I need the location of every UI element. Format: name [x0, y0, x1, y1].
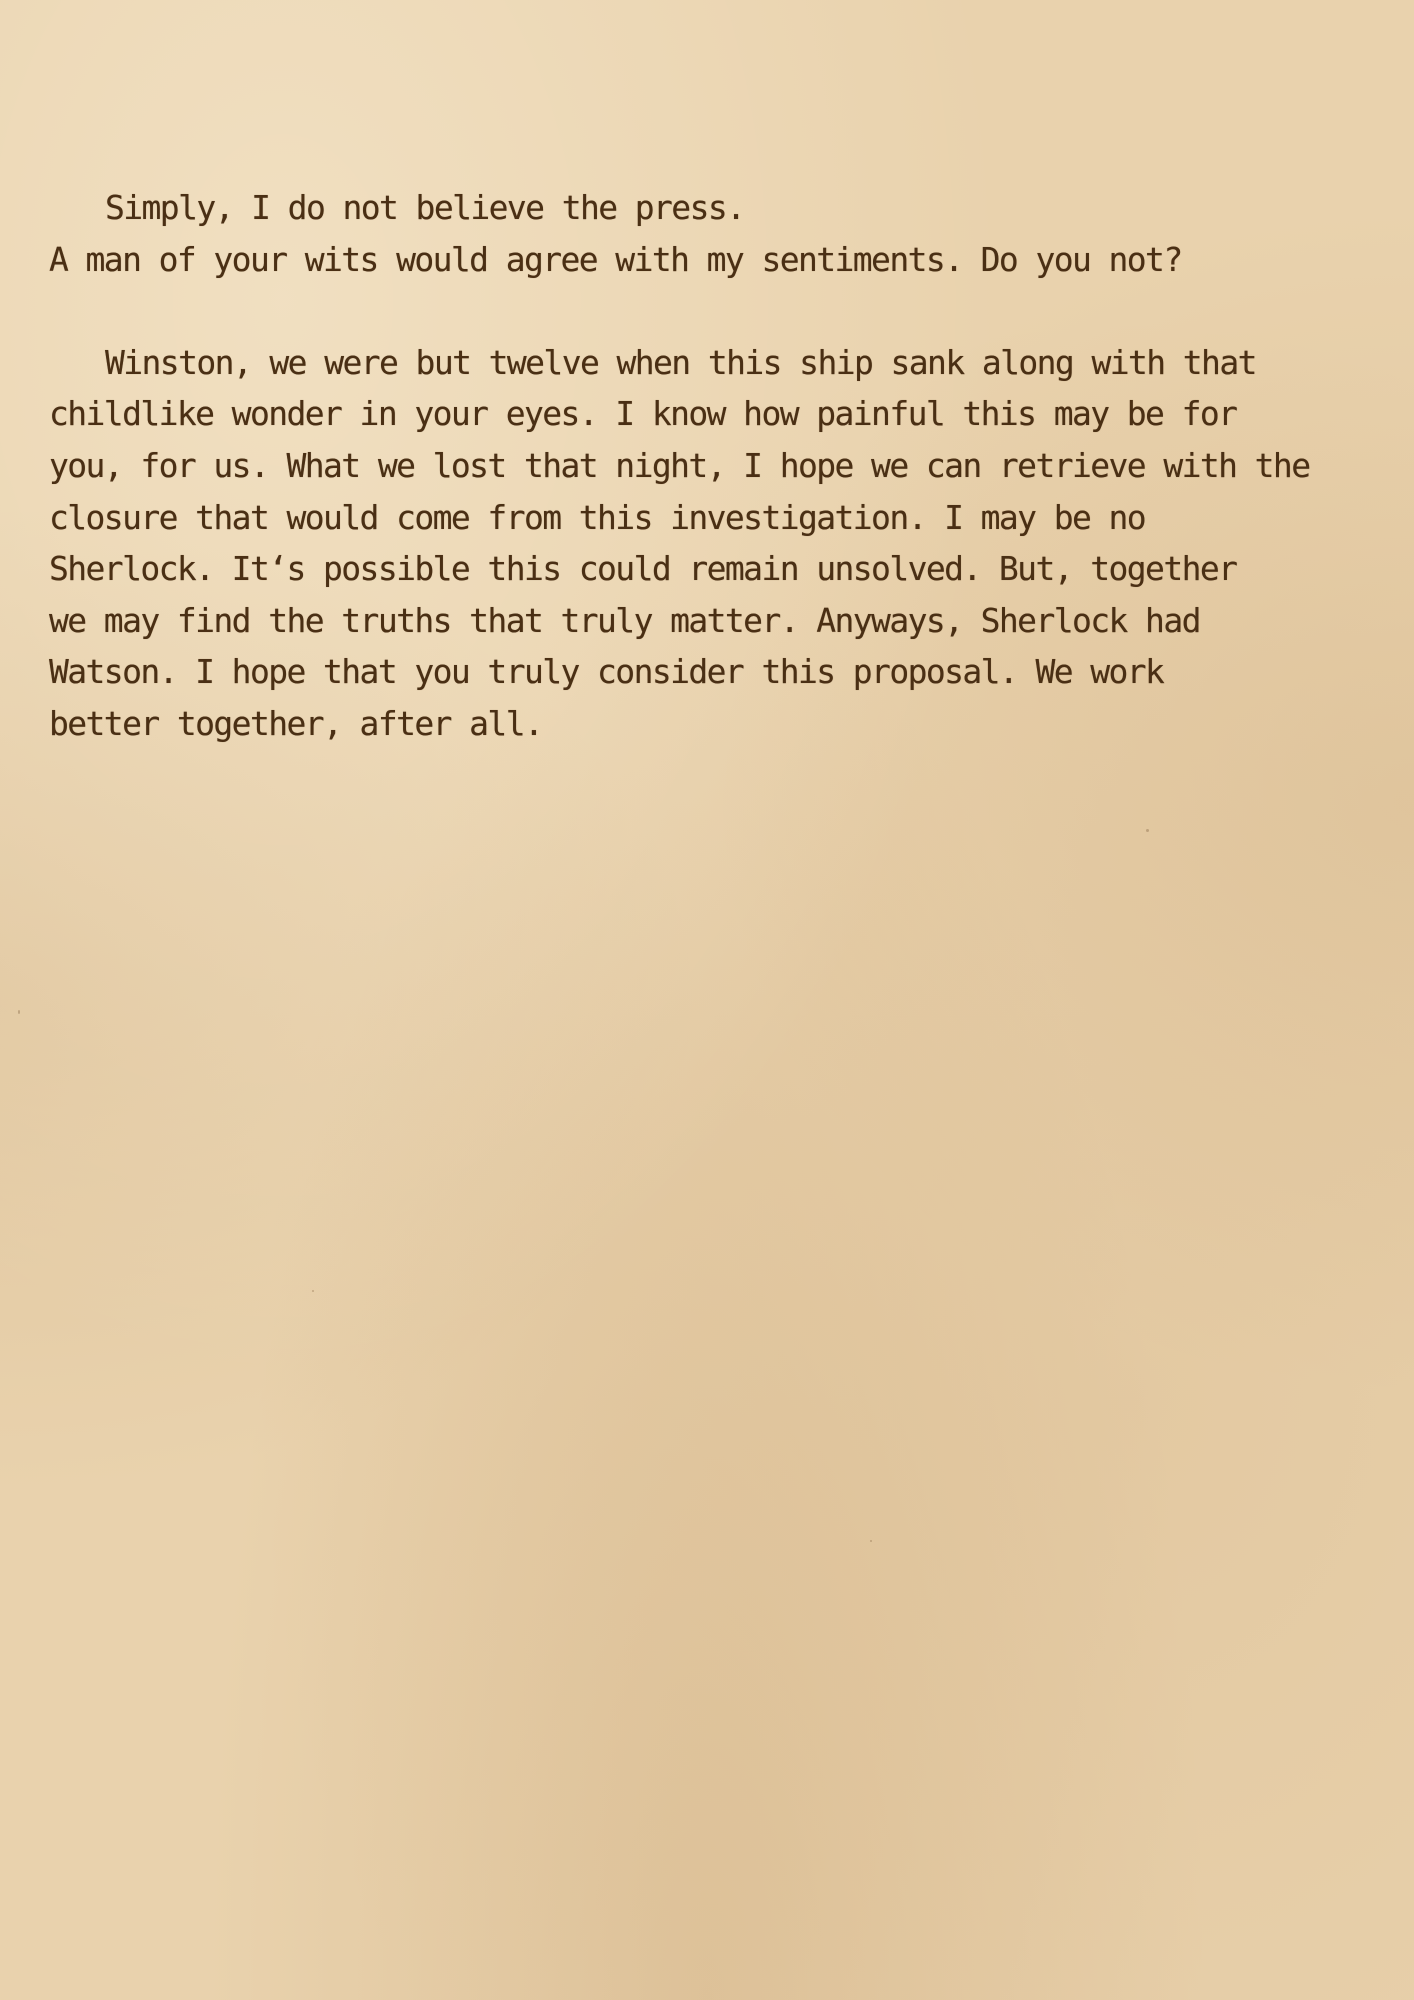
paper-speck	[1146, 829, 1149, 832]
paragraph-gap	[49, 285, 1379, 337]
letter-line: Watson. I hope that you truly consider this proposal. We work	[49, 652, 1164, 692]
paper-speck	[312, 1290, 314, 1292]
letter-line: better together, after all.	[49, 703, 543, 743]
letter-line: A man of your wits would agree with my sentiments. Do you not?	[49, 239, 1182, 279]
letter-line: Simply, I do not believe the press.	[105, 188, 745, 227]
letter-line: Sherlock. It‘s possible this could remain unsolved. But, together	[49, 549, 1237, 589]
letter-line: Winston, we were but twelve when this ship sank along with that	[105, 342, 1256, 382]
letter-line: childlike wonder in your eyes. I know how painful this may be for	[49, 394, 1237, 434]
typed-letter	[49, 182, 1379, 750]
letter-line: you, for us. What we lost that night, I hope we can retrieve with the	[49, 445, 1310, 485]
letter-line: closure that would come from this investigation. I may be no	[49, 497, 1146, 537]
letter-line: we may find the truths that truly matter. Anyways, Sherlock had	[49, 600, 1200, 640]
paper-speck	[870, 1540, 872, 1542]
paper-speck	[18, 1010, 20, 1014]
